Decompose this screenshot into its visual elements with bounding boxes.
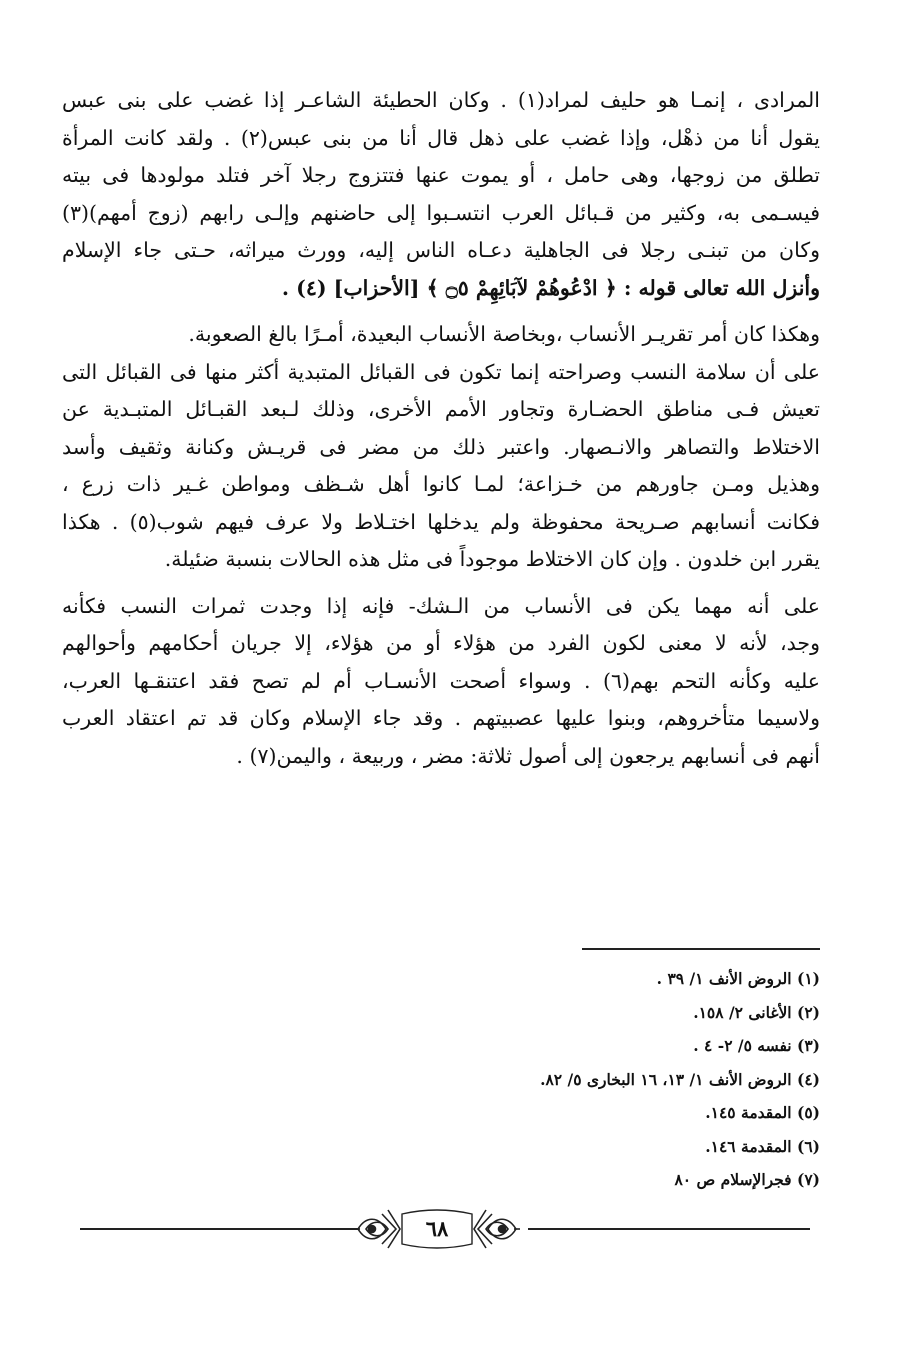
text-line: وجد، لأنه لا معنى لكون الفرد من هؤلاء أو من هؤلاء، إلا جريان أحكامهم وأحوالهم: [62, 631, 820, 655]
footnotes-list: [62, 962, 820, 1197]
text-line: الاختلاط والتصاهر والانـصهار. واعتبر ذلك من مضر فى قريـش وكنانة وثقيف وأسد: [62, 434, 820, 459]
footnote-separator: [582, 948, 820, 950]
paragraph-1: [62, 82, 820, 307]
paragraph-2: [62, 316, 820, 579]
text-line: تطلق من زوجها، وهى حامل ، أو يموت عنها فتتزوج رجلا آخر فتلد مولودها فى بيته: [62, 163, 820, 187]
page-number: ٦٨: [425, 1216, 449, 1241]
footer-rule-right: [528, 1228, 810, 1230]
text-line: وهكذا كان أمر تقريـر الأنساب ،وبخاصة الأنساب البعيدة، أمـرًا بالغ الصعوبة.: [188, 322, 820, 346]
text-line: يقرر ابن خلدون . وإن كان الاختلاط موجوداً فى مثل هذه الحالات بنسبة ضئيلة.: [164, 547, 820, 571]
text-line: على أنه مهما يكن فى الأنساب من الـشك- فإنه إذا وجدت ثمرات النسب فكأنه: [62, 593, 820, 618]
footnote-item: (١) الروض الأنف ١/ ٣٩ .: [656, 969, 820, 988]
text-line: فكانت أنسابهم صـريحة محفوظة ولم يدخلها اختـلاط ولا عرف فيهم شوب(٥) . هكذا: [62, 509, 820, 534]
quran-verse-line: وأنزل الله تعالى قوله : ﴿ ادْعُوهُمْ لآبَائِهِمْ ۝٥ ﴾ [الأحزاب] (٤) .: [281, 275, 820, 300]
footnote-item: (٦) المقدمة ١٤٦.: [705, 1136, 820, 1156]
footnote-item: (٢) الأغانى ٢/ ١٥٨.: [693, 1002, 820, 1022]
paragraph-3: [62, 588, 820, 776]
text-line: على أن سلامة النسب وصراحته إنما تكون فى القبائل المتبدية أكثر منها فى القبائل التى: [62, 359, 820, 384]
text-line: ولاسيما متأخروهم، وبنوا عليها عصبيتهم . وقد جاء الإسلام وكان قد تم اعتقاد العرب: [62, 706, 820, 730]
text-line: المرادى ، إنمـا هو حليف لمراد(١) . وكان الحطيئة الشاعـر إذا غضب على بنى عبس: [62, 88, 820, 112]
text-line: وهذيل ومـن جاورهم من خـزاعة؛ لمـا كانوا أهل شـظف ومواطن غـير ذات زرع ،: [62, 472, 820, 496]
text-line: وكان من تبنـى رجلا فى الجاهلية دعـاه الناس إليه، وورث ميراثه، حـتى جاء الإسلام: [62, 238, 820, 262]
footnote-item: (٤) الروض الأنف ١/ ١٣، ١٦ البخارى ٥/ ٨٢.: [540, 1069, 820, 1089]
text-line: فيسـمى به، وكثير من قـبائل العرب انتسـبوا إلى حاضنهم وإلـى رابهم (زوج أمهم)(٣): [62, 200, 820, 225]
footnote-item: (٥) المقدمة ١٤٥.: [705, 1103, 820, 1122]
footnote-item: (٣) نفسه ٥/ ٢- ٤ .: [693, 1036, 820, 1055]
text-line: أنهم فى أنسابهم يرجعون إلى أصول ثلاثة: مضر ، وربيعة ، واليمن(٧) .: [236, 743, 820, 768]
book-page: [62, 82, 820, 1282]
text-line: يقول أنا من ذهْل، وإذا غضب على ذهل قال أنا من بنى عبس(٢) . ولقد كانت المرأة: [62, 125, 820, 150]
text-line: تعيش فـى مناطق الحضـارة وتجاور الأمم الأخرى، وذلك لـبعد القبـائل المتبـدية عن: [62, 397, 820, 421]
footer-rule-left: [80, 1228, 358, 1230]
text-line: عليه وكأنه التحم بهم(٦) . وسواء أصحت الأنسـاب أم لم تصح فقد اعتنقـها العرب،: [62, 668, 820, 693]
footnote-item: (٧) فجرالإسلام ص ٨٠: [674, 1170, 820, 1189]
